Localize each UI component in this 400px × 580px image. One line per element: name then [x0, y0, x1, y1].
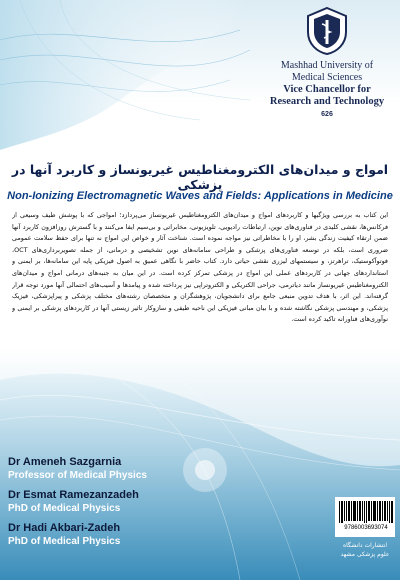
- author-name: Dr Ameneh Sazgarnia: [8, 456, 122, 468]
- isbn-number: 9786003693074: [344, 525, 388, 531]
- author-list: [8, 455, 228, 554]
- author-title: Professor of Medical Physics: [8, 470, 147, 481]
- publication-code: 626: [321, 111, 333, 118]
- university-name-line2: Medical Sciences: [291, 72, 363, 83]
- author-name: Dr Hadi Akbari-Zadeh: [8, 522, 121, 534]
- office-line2: Research and Technology: [269, 96, 385, 107]
- book-description: این کتاب به بررسی ویژگیها و کاربردهای امواج و میدان‌های الکترومغناطیس غیریونساز می‌پردازد؛ امواجی که با پوشش طیف وسیعی از فرکانس‌ها، نقشی کلیدی در فناوری‌های نوین، ارتباطات رادیویی، تلویزیونی، مخابراتی و بی‌سیم ایفا می‌کنند و با گسترش روزافزون کاربرد آنها ضمن ارتقاء کیفیت زندگی بشر، او را با مخاطراتی نیز مواجه نموده است. شناخت آثار و خواص این امواج نه تنها برای حفظ سلامت عمومی ضروری است، بلکه در توسعه فناوری‌های پزشکی و طراحی سامانه‌های نوین تشخیصی و درمانی، از جمله تصویربرداری‌های OCT، فوتوآکوستیک، تراهرتز، و سیستمهای لیزری نقشی حیاتی دارد. کتاب حاضر با نگاهی عمیق به اصول فیزیکی پایه این سامانه‌ها، بر ایمنی و استانداردهای جهانی در کاربردهای عملی این امواج در پزشکی تمرکز کرده است. در این میان به جنبه‌های درمانی امواج و میدان‌های الکترومغناطیس غیریونساز مانند دیاترمی، جراحی الکتریکی و الکتروتراپی نیز پرداخته شده و پیامدها و آسیب‌های احتمالی آنها مورد توجه قرار گرفته‌اند. این اثر، با هدف تدوین منبعی جامع برای دانشجویان، پژوهشگران و متخصصان رشته‌های مختلف پزشکی و پیراپزشکی، فیزیک پزشکی، و مهندسی پزشکی نگاشته شده و با بیان مبانی فیزیکی این ناحیه طیفی و سازوکار تاثیر زیستی آنها در کاربردهای پزشکی بر ایمنی و نوآوری‌های فناورانه تاکید کرده است.: [12, 211, 388, 324]
- book-title-persian: امواج و میدان‌های الکترومغناطیس غیریونساز و کاربرد آنها در پزشکی: [11, 162, 389, 192]
- author-title: PhD of Medical Physics: [8, 503, 121, 514]
- barcode-icon: [336, 498, 396, 524]
- university-name-line1: Mashhad University of: [280, 60, 374, 71]
- publisher-line1: انتشارات دانشگاه: [342, 542, 388, 549]
- book-title-english: Non-Ionizing Electromagnetic Waves and Fields: Applications in Medicine: [7, 190, 393, 202]
- author-title: PhD of Medical Physics: [8, 536, 121, 547]
- publisher-line2: علوم پزشکی مشهد: [340, 551, 390, 558]
- isbn-barcode: [335, 497, 395, 537]
- author-name: Dr Esmat Ramezanzadeh: [8, 489, 139, 501]
- publisher-name: [333, 541, 397, 559]
- university-emblem-icon: [304, 6, 350, 56]
- university-logo-block: [262, 6, 392, 118]
- office-line1: Vice Chancellor for: [283, 84, 371, 95]
- top-wave-band: [0, 0, 250, 150]
